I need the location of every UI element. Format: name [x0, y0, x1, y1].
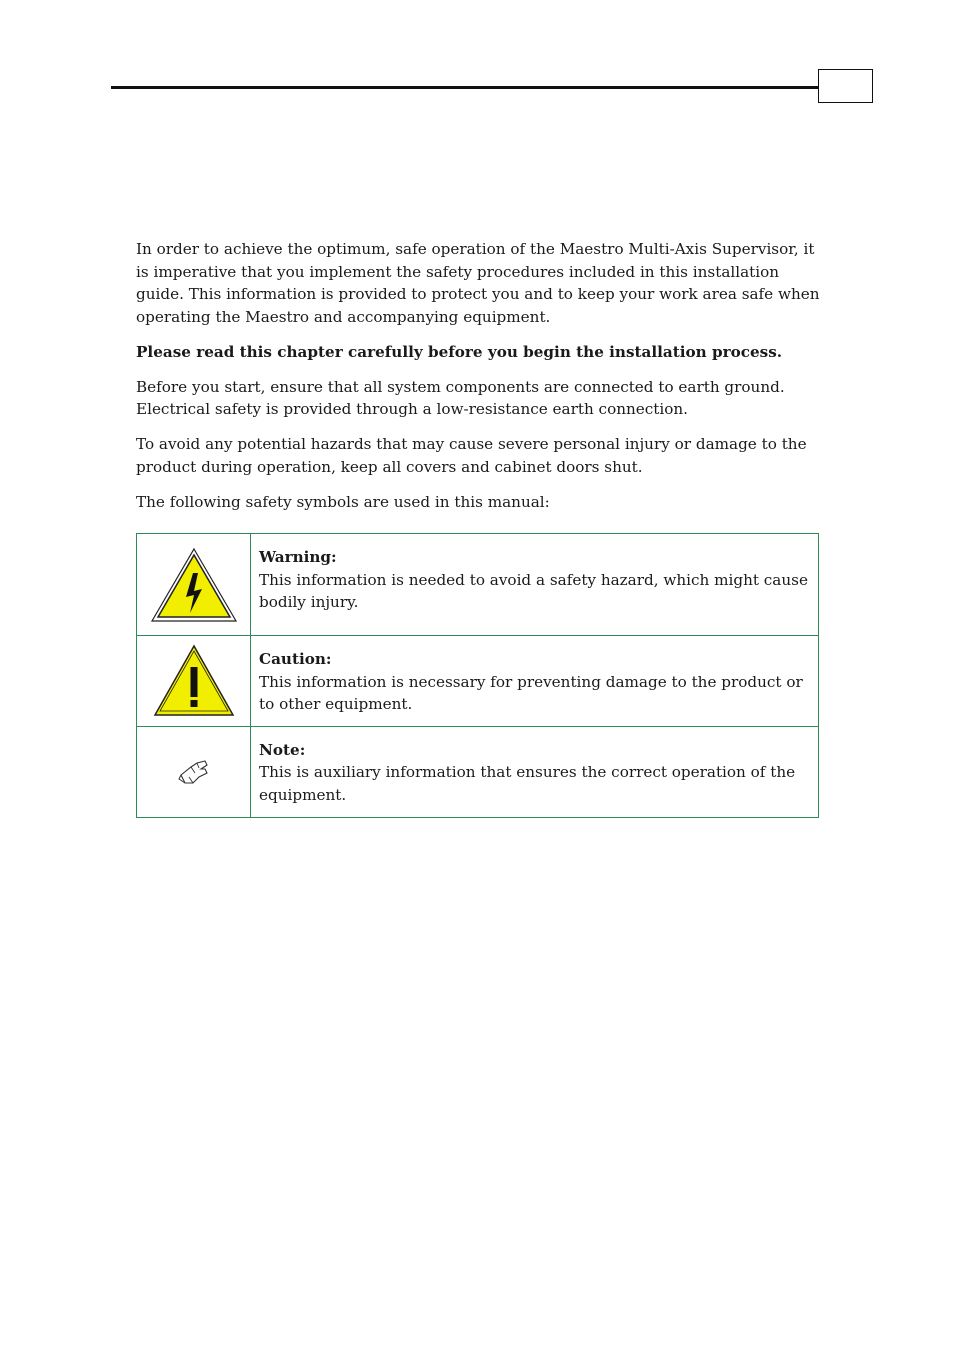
earth-ground-paragraph: Before you start, ensure that all system components are connected to earth ground. Electrical safety is provided through a low-resistance earth connection.: [136, 377, 785, 418]
warning-text-cell: [251, 534, 819, 636]
exclamation-caution-icon: [137, 643, 250, 719]
note-hand-icon: [137, 757, 250, 787]
symbols-intro-paragraph: The following safety symbols are used in this manual:: [136, 492, 550, 511]
note-description: This is auxiliary information that ensures the correct operation of the equipment.: [259, 763, 796, 804]
hazards-paragraph: To avoid any potential hazards that may cause severe personal injury or damage to the product during operation, keep all covers and cabinet doors shut.: [136, 435, 807, 476]
warning-icon-cell: [137, 534, 251, 636]
header-rule: [111, 86, 819, 89]
note-icon-cell: [137, 726, 251, 817]
note-text-cell: [251, 726, 819, 817]
table-row-note: [137, 726, 819, 817]
page-number-box: [818, 69, 873, 103]
caution-icon-cell: [137, 636, 251, 727]
read-carefully-notice: Please read this chapter carefully before you begin the installation process.: [136, 342, 783, 361]
high-voltage-warning-icon: [137, 545, 250, 625]
caution-description: This information is necessary for preventing damage to the product or to other equipment.: [259, 672, 803, 713]
safety-symbols-table: [136, 533, 819, 818]
intro-paragraph: In order to achieve the optimum, safe operation of the Maestro Multi-Axis Supervisor, it is imperative that you implement the safety procedures included in this installation guide. This information is provided to protect you and to keep your work area safe when operating the Maestro and accompanying equipment.: [136, 240, 820, 326]
warning-label: Warning:: [259, 548, 337, 566]
warning-description: This information is needed to avoid a safety hazard, which might cause bodily injury.: [259, 570, 808, 611]
caution-text-cell: [251, 636, 819, 727]
body-text: [136, 238, 820, 526]
table-row-warning: [137, 534, 819, 636]
caution-label: Caution:: [259, 650, 332, 668]
table-row-caution: [137, 636, 819, 727]
note-label: Note:: [259, 740, 306, 759]
